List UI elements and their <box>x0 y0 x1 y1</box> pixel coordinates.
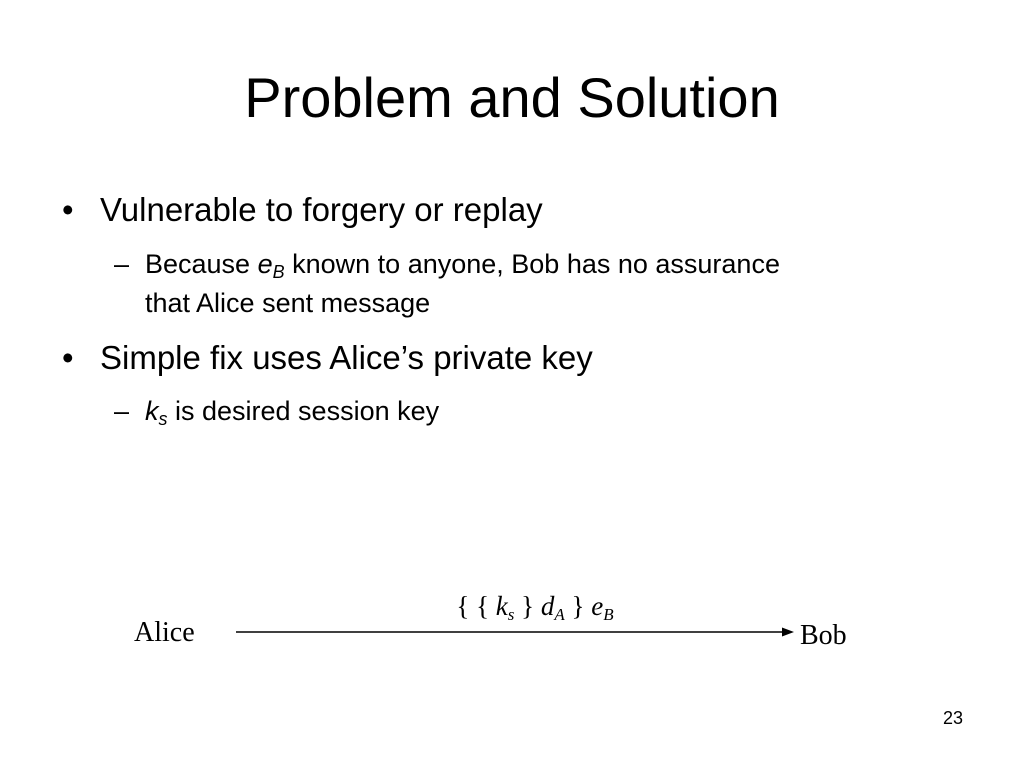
bullet-marker: • <box>62 191 74 228</box>
sub-bullet-line <box>145 245 780 283</box>
signature-variable: d <box>540 591 555 621</box>
bullet-text: Vulnerable to forgery or replay <box>100 191 543 228</box>
sub-bullet-line: that Alice sent message <box>145 288 431 318</box>
message-label <box>420 590 650 622</box>
text-segment: is desired session key <box>167 396 440 426</box>
encryption-variable: e <box>591 591 604 621</box>
key-subscript: s <box>507 605 515 624</box>
brace: } <box>571 591 585 621</box>
brace: } <box>521 591 535 621</box>
dash-marker: – <box>114 396 130 426</box>
slide-title: Problem and Solution <box>244 66 780 129</box>
encryption-subscript: B <box>603 605 614 624</box>
bullet-text: Simple fix uses Alice’s private key <box>100 339 593 376</box>
page-number: 23 <box>942 708 963 728</box>
brace: { { <box>456 591 490 621</box>
variable-subscript: B <box>272 262 285 282</box>
text-segment: Because <box>145 249 258 279</box>
variable-subscript: s <box>158 409 168 429</box>
variable-e: e <box>257 249 273 279</box>
sub-bullet-line <box>145 392 439 430</box>
sender-label: Alice <box>134 617 195 648</box>
arrow-head <box>782 628 794 637</box>
bullet-marker: • <box>62 339 74 376</box>
message-arrow <box>236 624 796 640</box>
text-segment: known to anyone, Bob has no assurance <box>284 249 780 279</box>
receiver-label: Bob <box>800 620 847 651</box>
signature-subscript: A <box>554 605 565 624</box>
variable-k: k <box>145 396 159 426</box>
dash-marker: – <box>114 249 130 279</box>
key-variable: k <box>495 591 508 621</box>
